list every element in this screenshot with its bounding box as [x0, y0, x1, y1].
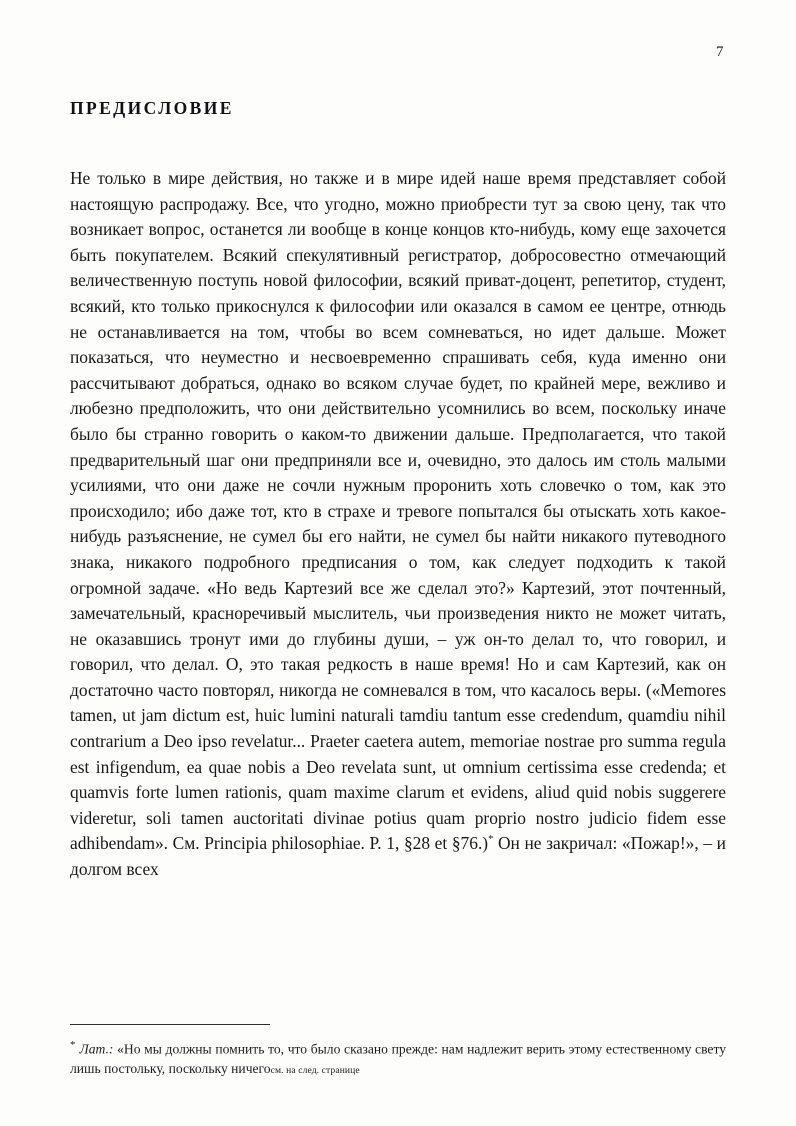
body-latin-tail: 1, §28 et §76.)	[386, 833, 489, 854]
body-text	[70, 166, 726, 883]
body-paragraph-part1: Не только в мире действия, но также и в мире идей наше время представляет собой настоящую распродажу. Все, что угодно, можно приобрести тут за свою цену, так что возникает вопрос, останется ли вообще в конце концов кто-нибудь, кому еще захочется быть покупателем. Всякий спекулятивный регистратор, добросовестно отмечающий величественную поступь новой философии, всякий приват-доцент, репетитор, студент, всякий, кто только прикоснулся к философии или оказался в самом ее центре, отнюдь не останавливается на том, чтобы во всем сомневаться, но идет дальше. Может показаться, что неуместно и несвоевременно спрашивать себя, куда именно они рассчитывают добраться, однако во всяком случае будет, по крайней мере, вежливо и любезно предположить, что они действительно усомнились во всем, поскольку иначе было бы странно говорить о каком-то движении дальше. Предполагается, что такой предварительный шаг они предприняли все и, очевидно, это далось им столь малыми усилиями, что они даже не сочли нужным проронить хоть словечко о том, как это происходило; ибо даже тот, кто в страхе и тревоге попытался бы отыскать хоть какое-нибудь разъяснение, не сумел бы его найти, не сумел бы найти никакого путеводного знака, никакого подробного предписания о том, как следует подходить к такой огромной задаче. «Но ведь Картезий все же сделал это?» Картезий, этот почтенный, замечательный, красноречивый мыслитель, чьи произведения никто не может читать, не оказавшись тронут ими до глубины души, – уж он-то делал то, что говорил, и говорил, что делал. О, это такая редкость в наше время! Но и сам Картезий, как он достаточно часто повторял, никогда не сомневался в том, что касалось веры. (	[70, 168, 726, 700]
body-latin-quote: «Memores tamen, ut jam dictum est, huic lumini naturali tamdiu tantum esse credendum, quamdiu nihil contrarium a Deo ipso revelatur... Praeter caetera autem, memoriae nostrae pro summa regula est infigendum, ea quae nobis a Deo revelata sunt, ut omnium certissima esse credenda; et quamvis forte lumen rationis, quam maxime clarum et evidens, aliud quid nobis suggerere videretur, soli tamen auctoritati divinae potius quam proprio nostro judicio fidem esse adhibendam». См. Principia philosophiae. P.	[70, 679, 726, 854]
page-number: 7	[716, 44, 724, 60]
footnote-text: «Но мы должны помнить то, что было сказано прежде: нам надлежит верить этому естественному свету лишь постольку, поскольку ничего	[70, 1041, 726, 1077]
footnote-continued: см. на след. странице	[270, 1065, 360, 1077]
footnote-divider	[70, 1024, 270, 1025]
page-title: ПРЕДИСЛОВИЕ	[70, 97, 234, 118]
footnote	[70, 1036, 726, 1081]
body-paragraph-end: Он не закричал: «Пожар!», – и долгом всех	[70, 833, 726, 880]
body-paragraph	[70, 166, 726, 883]
footnote-marker: *	[70, 1039, 76, 1051]
footnote-label: Лат.:	[79, 1041, 114, 1057]
footnote-reference: *	[488, 834, 494, 846]
